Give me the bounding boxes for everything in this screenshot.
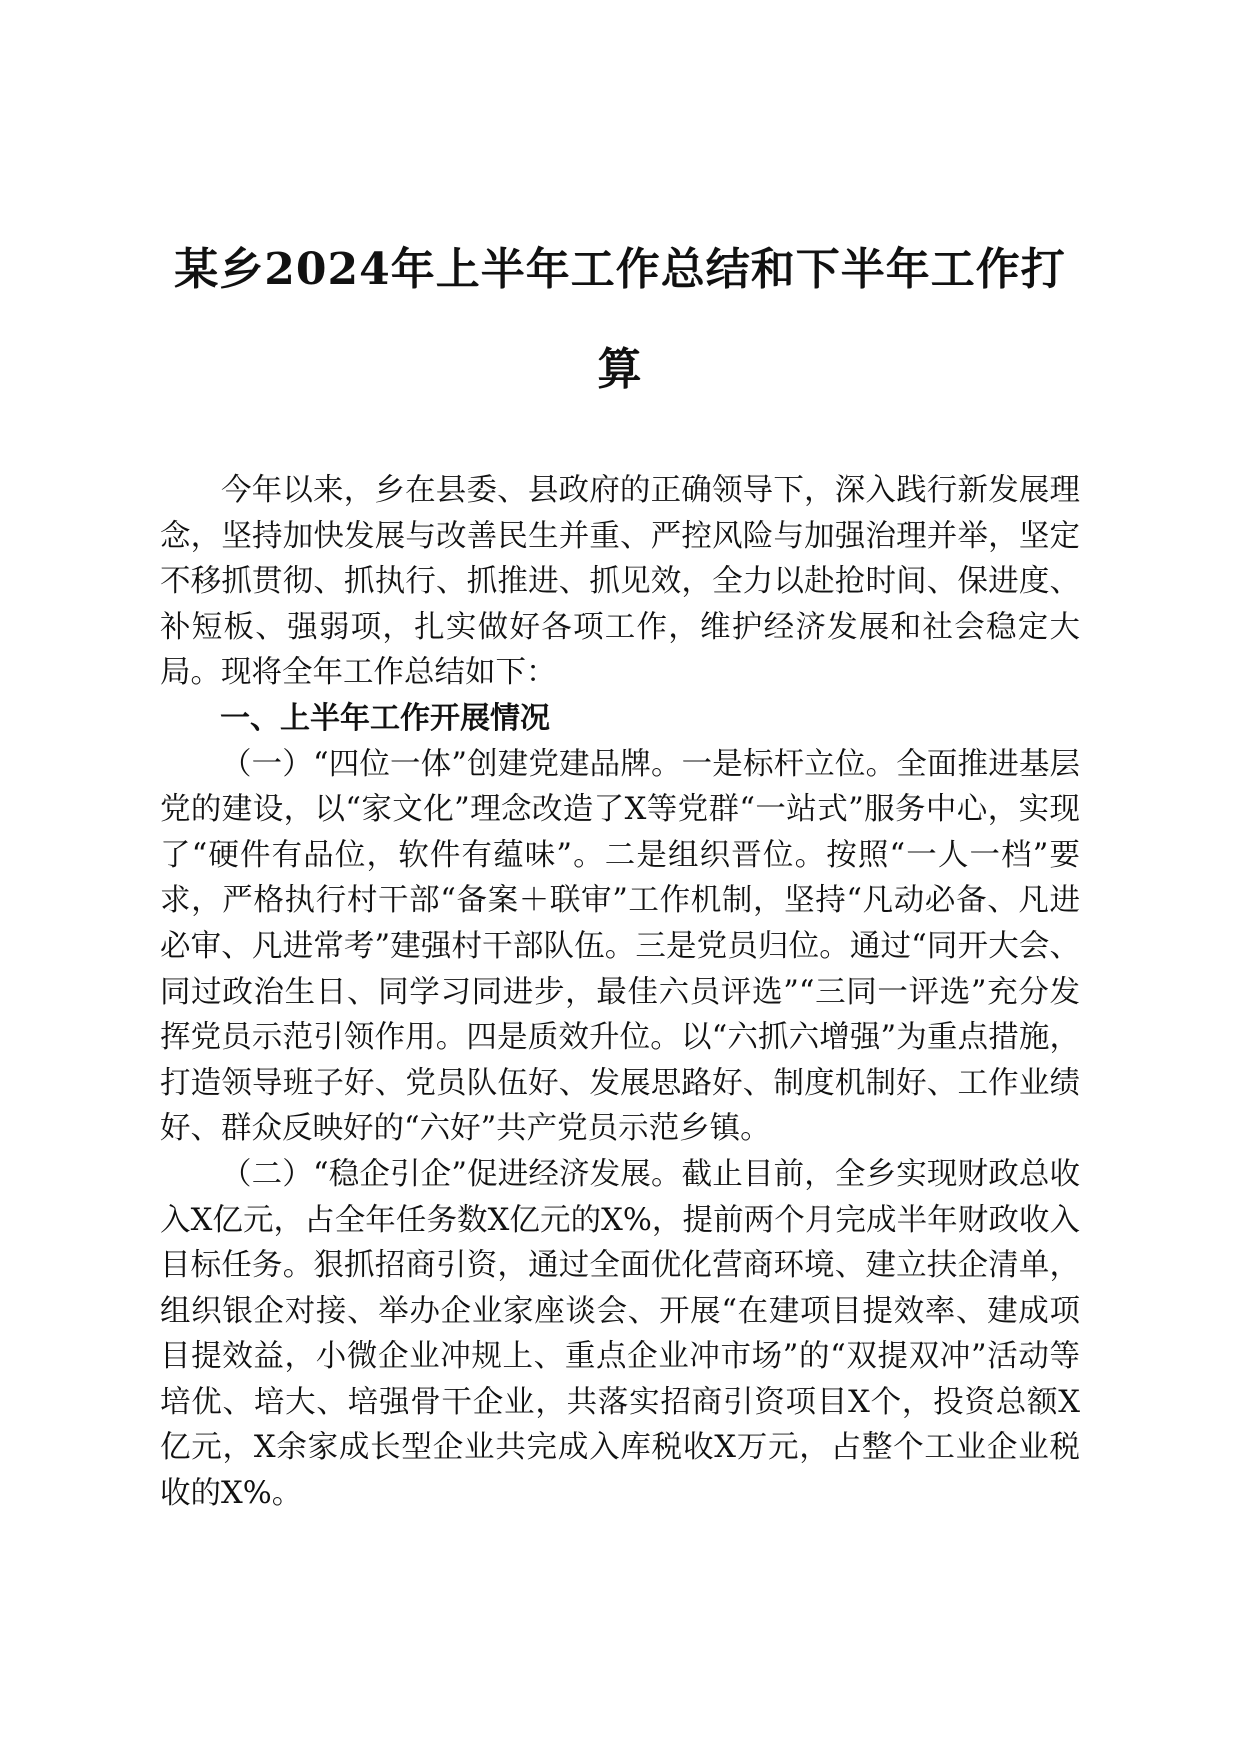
- intro-paragraph: 今年以来，乡在县委、县政府的正确领导下，深入践行新发展理念，坚持加快发展与改善民生并重、严控风险与加强治理并举，坚定不移抓贯彻、抓执行、抓推进、抓见效，全力以赴抢时间、保进度、补短板、强弱项，扎实做好各项工作，维护经济发展和社会稳定大局。现将全年工作总结如下：: [160, 473, 1080, 691]
- paragraph-party-building: （一）“四位一体”创建党建品牌。一是标杆立位。全面推进基层党的建设，以“家文化”理念改造了X等党群“一站式”服务中心，实现了“硬件有品位，软件有蕴味”。二是组织晋位。按照“一人一档”要求，严格执行村干部“备案＋联审”工作机制，坚持“凡动必备、凡进必审、凡进常考”建强村干部队伍。三是党员归位。通过“同开大会、同过政治生日、同学习同进步，最佳六员评选”“三同一评选”充分发挥党员示范引领作用。四是质效升位。以“六抓六增强”为重点措施，打造领导班子好、党员队伍好、发展思路好、制度机制好、工作业绩好、群众反映好的“六好”共产党员示范乡镇。: [160, 746, 1080, 1147]
- document-title: 某乡2024年上半年工作总结和下半年工作打算: [174, 244, 1066, 395]
- paragraph-economic-development: （二）“稳企引企”促进经济发展。截止目前，全乡实现财政总收入X亿元，占全年任务数X亿元的X%，提前两个月完成半年财政收入目标任务。狠抓招商引资，通过全面优化营商环境、建立扶企清单，组织银企对接、举办企业家座谈会、开展“在建项目提效率、建成项目提效益，小微企业冲规上、重点企业冲市场”的“双提双冲”活动等培优、培大、培强骨干企业，共落实招商引资项目X个，投资总额X亿元，X余家成长型企业共完成入库税收X万元，占整个工业企业税收的X%。: [160, 1156, 1080, 1512]
- document-body: [160, 468, 1080, 1517]
- section-heading-1: 一、上半年工作开展情况: [220, 700, 550, 736]
